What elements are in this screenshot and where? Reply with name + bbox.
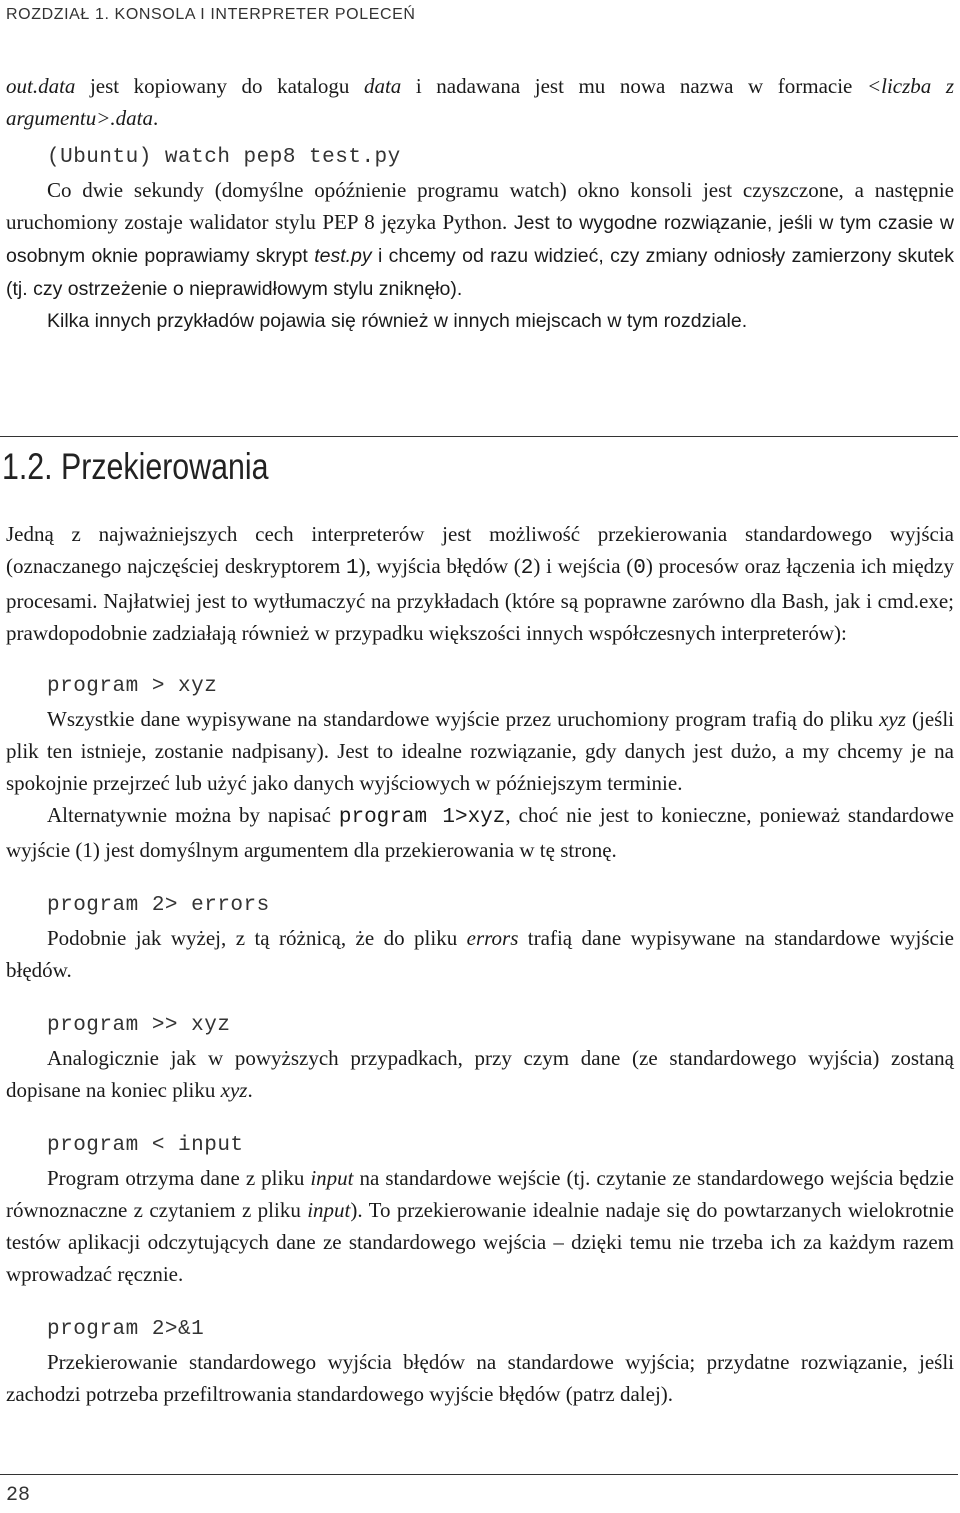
example-description	[6, 922, 954, 986]
spacer	[6, 986, 954, 1010]
code-example-redirect-stdin: program < input	[47, 1134, 244, 1157]
filename-emphasis: xyz	[879, 707, 906, 731]
section-body	[6, 518, 954, 1410]
text-run: Wszystkie dane wypisywane na standardowe wyjście przez uruchomiony program trafią do pliku	[47, 707, 880, 731]
spacer	[6, 1290, 954, 1314]
text-run: ). To przekierowanie idealnie nadaje się do powtarzanych wielokrotnie testów aplikacji odczytujących dane ze standardowego wejścia – dzięki temu nie trzeba ich za każdym razem wprowadzać ręcznie.	[6, 1198, 954, 1286]
text-run: na standardowe wejście (tj. czytanie ze standardowego wejścia będzie równoznaczne z czytaniem z pliku	[6, 1166, 954, 1222]
inline-code: 0	[633, 557, 646, 580]
dirname-emphasis: data	[363, 74, 402, 98]
filename-emphasis: errors	[466, 926, 519, 950]
code-example-append: program >> xyz	[47, 1014, 231, 1037]
watch-explanation	[6, 174, 954, 337]
section-intro-paragraph	[6, 518, 954, 649]
intro-block	[6, 70, 954, 337]
text-run: Analogicznie jak w powyższych przypadkach, przy czym dane (ze standardowego wyjścia) zostaną dopisane na koniec pliku	[6, 1046, 954, 1102]
text-run: Program otrzyma dane z pliku	[47, 1166, 311, 1190]
intro-paragraph	[6, 70, 954, 134]
spacer	[6, 649, 954, 671]
example-description	[6, 1162, 954, 1290]
text-run: jest kopiowany do katalogu	[75, 74, 364, 98]
inline-code: program 1>xyz	[338, 806, 506, 829]
text-run: Jedną z najważniejszych cech interpreterów jest możliwość przekierowania standardowego wyjścia (oznaczanego najczęściej deskryptorem	[6, 522, 954, 578]
text-run: i nadawana jest mu nowa nazwa w formacie	[401, 74, 867, 98]
text-run: .	[152, 106, 159, 130]
example-description	[6, 799, 954, 866]
script-emphasis: test.py	[314, 245, 372, 267]
text-run: Co dwie sekundy (domyślne opóźnienie programu watch) okno konsoli jest czyszczone, a następnie uruchomiony zostaje walidator stylu PEP 8 języka Python.	[6, 178, 954, 234]
code-watch-command: (Ubuntu) watch pep8 test.py	[47, 146, 401, 169]
filename-emphasis: input	[310, 1166, 354, 1190]
section-heading: 1.2. Przekierowania	[2, 446, 269, 487]
inline-code: 1	[345, 557, 359, 580]
text-run: .	[247, 1078, 253, 1102]
text-run: Alternatywnie można by napisać	[47, 803, 339, 827]
text-run: ), wyjścia błędów (	[358, 554, 521, 578]
text-run: trafią dane wypisywane na standardowe wyjście błędów.	[6, 926, 955, 982]
text-run: i chcemy od razu widzieć, czy zmiany odniosły zamierzony skutek (tj. czy ostrzeżenie o nieprawidłowym stylu zniknęło).	[6, 245, 955, 300]
watch-paragraph	[6, 174, 954, 305]
filename-emphasis: out.data	[6, 74, 76, 98]
spacer	[6, 1106, 954, 1130]
format-emphasis: <liczba z argumentu>.data	[6, 74, 954, 130]
text-run: Podobnie jak wyżej, z tą różnicą, że do pliku	[47, 926, 467, 950]
text-run: (jeśli plik ten istnieje, zostanie nadpisany). Jest to idealne rozwiązanie, gdy danych jest dużo, a my chcemy je na spokojnie przejrzeć lub użyć jako danych wyjściowych w późniejszym terminie.	[6, 707, 954, 795]
spacer	[6, 866, 954, 890]
running-head: ROZDZIAŁ 1. KONSOLA I INTERPRETER POLECEŃ	[6, 6, 416, 23]
inline-code: 2	[520, 557, 534, 580]
section-divider	[0, 436, 958, 437]
filename-emphasis: input	[307, 1198, 351, 1222]
page-number: 28	[6, 1484, 31, 1507]
footer-divider	[0, 1474, 958, 1475]
example-description	[6, 1042, 954, 1106]
example-description	[6, 703, 954, 799]
text-run: Jest to wygodne rozwiązanie, jeśli w tym czasie w osobnym oknie poprawiamy skrypt	[6, 212, 954, 267]
text-run: ) i wejścia (	[533, 554, 634, 578]
filename-emphasis: xyz	[220, 1078, 248, 1102]
code-example-redirect-stdout: program > xyz	[47, 675, 218, 698]
text-run: , choć nie jest to konieczne, ponieważ standardowe wyjście (1) jest domyślnym argumentem dla przekierowania w tę stronę.	[6, 803, 955, 862]
example-description: Przekierowanie standardowego wyjścia błędów na standardowe wyjścia; przydatne rozwiązanie, jeśli zachodzi potrzeba przefiltrowania standardowego wyjście błędów (patrz dalej).	[6, 1350, 954, 1406]
code-example-redirect-stderr: program 2> errors	[47, 894, 270, 917]
code-example-merge-stderr: program 2>&1	[47, 1318, 205, 1341]
examples-note: Kilka innych przykładów pojawia się również w innych miejscach w tym rozdziale.	[47, 310, 748, 332]
text-run: ) procesów oraz łączenia ich między procesami. Najłatwiej jest to wytłumaczyć na przykładach (które są poprawne zarówno dla Bash, jak i cmd.exe; prawdopodobnie zadziałają również w przypadku większości innych współczesnych interpreterów):	[6, 554, 954, 645]
